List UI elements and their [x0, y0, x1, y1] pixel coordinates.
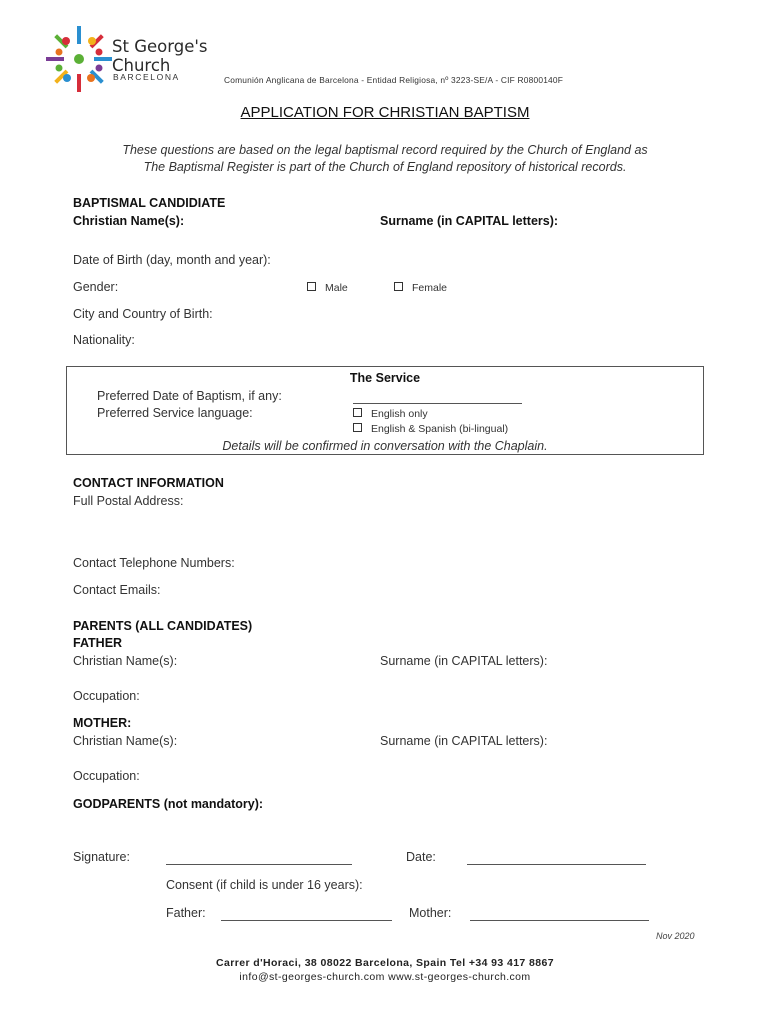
mother-heading: MOTHER: — [73, 716, 132, 730]
church-logo-icon — [44, 24, 114, 94]
mother-occupation-label: Occupation: — [73, 769, 140, 783]
signature-label: Signature: — [73, 850, 130, 864]
godparents-heading: GODPARENTS (not mandatory): — [73, 797, 264, 811]
date-field[interactable] — [467, 850, 646, 865]
version-date: Nov 2020 — [656, 931, 695, 941]
gender-male-option[interactable] — [307, 282, 348, 294]
father-signature-label: Father: — [166, 906, 206, 920]
footer-web: info@st-georges-church.com www.st-georges-church.com — [239, 971, 531, 983]
consent-label: Consent (if child is under 16 years): — [166, 878, 363, 892]
form-title: APPLICATION FOR CHRISTIAN BAPTISM — [240, 104, 530, 121]
emails-label: Contact Emails: — [73, 583, 161, 597]
gender-label: Gender: — [73, 280, 119, 294]
father-surname-label: Surname (in CAPITAL letters): — [380, 654, 548, 668]
mother-signature-field[interactable] — [470, 906, 649, 921]
mother-surname-label: Surname (in CAPITAL letters): — [380, 734, 548, 748]
preferred-date-field[interactable] — [353, 389, 522, 404]
female-label: Female — [412, 282, 448, 294]
father-heading: FATHER — [73, 636, 123, 650]
preferred-language-label: Preferred Service language: — [97, 406, 253, 420]
gender-female-option[interactable] — [394, 282, 447, 294]
candidate-surname-label: Surname (in CAPITAL letters): — [380, 214, 559, 228]
registration-line: Comunión Anglicana de Barcelona - Entidad Religiosa, nº 3223-SE/A - CIF R0800140F — [224, 75, 564, 85]
bilingual-checkbox[interactable] — [353, 423, 362, 432]
service-note: Details will be confirmed in conversation with the Chaplain. — [222, 439, 548, 453]
birthplace-label: City and Country of Birth: — [73, 307, 213, 321]
intro-line-1: These questions are based on the legal baptismal record required by the Church of England as — [122, 143, 648, 157]
nationality-label: Nationality: — [73, 333, 135, 347]
date-label: Date: — [406, 850, 436, 864]
phone-label: Contact Telephone Numbers: — [73, 556, 235, 570]
parents-heading: PARENTS (ALL CANDIDATES) — [73, 619, 253, 633]
mother-names-label: Christian Name(s): — [73, 734, 178, 748]
brand-name-line1: St George's — [112, 37, 208, 56]
preferred-date-label: Preferred Date of Baptism, if any: — [97, 389, 282, 403]
bilingual-label: English & Spanish (bi-lingual) — [371, 423, 509, 435]
father-occupation-label: Occupation: — [73, 689, 140, 703]
female-checkbox[interactable] — [394, 282, 403, 291]
signature-field[interactable] — [166, 850, 352, 865]
address-label: Full Postal Address: — [73, 494, 184, 508]
service-heading: The Service — [349, 371, 421, 385]
language-english-option[interactable] — [353, 408, 428, 420]
english-only-checkbox[interactable] — [353, 408, 362, 417]
male-label: Male — [325, 282, 348, 294]
father-names-label: Christian Name(s): — [73, 654, 178, 668]
male-checkbox[interactable] — [307, 282, 316, 291]
english-only-label: English only — [371, 408, 428, 420]
intro-line-2: The Baptismal Register is part of the Church of England repository of historical records. — [143, 160, 627, 174]
footer-address: Carrer d'Horaci, 38 08022 Barcelona, Spain Tel +34 93 417 8867 — [216, 957, 554, 969]
language-bilingual-option[interactable] — [353, 423, 508, 435]
dob-label: Date of Birth (day, month and year): — [73, 253, 271, 267]
brand-name — [112, 37, 207, 75]
mother-signature-label: Mother: — [409, 906, 452, 920]
father-signature-field[interactable] — [221, 906, 392, 921]
candidate-christian-names-label: Christian Name(s): — [73, 214, 185, 228]
brand-name-line2: Church — [112, 56, 171, 75]
brand-city: BARCELONA — [113, 72, 180, 82]
contact-heading: CONTACT INFORMATION — [73, 476, 224, 490]
candidate-heading: BAPTISMAL CANDIDIATE — [73, 196, 226, 210]
